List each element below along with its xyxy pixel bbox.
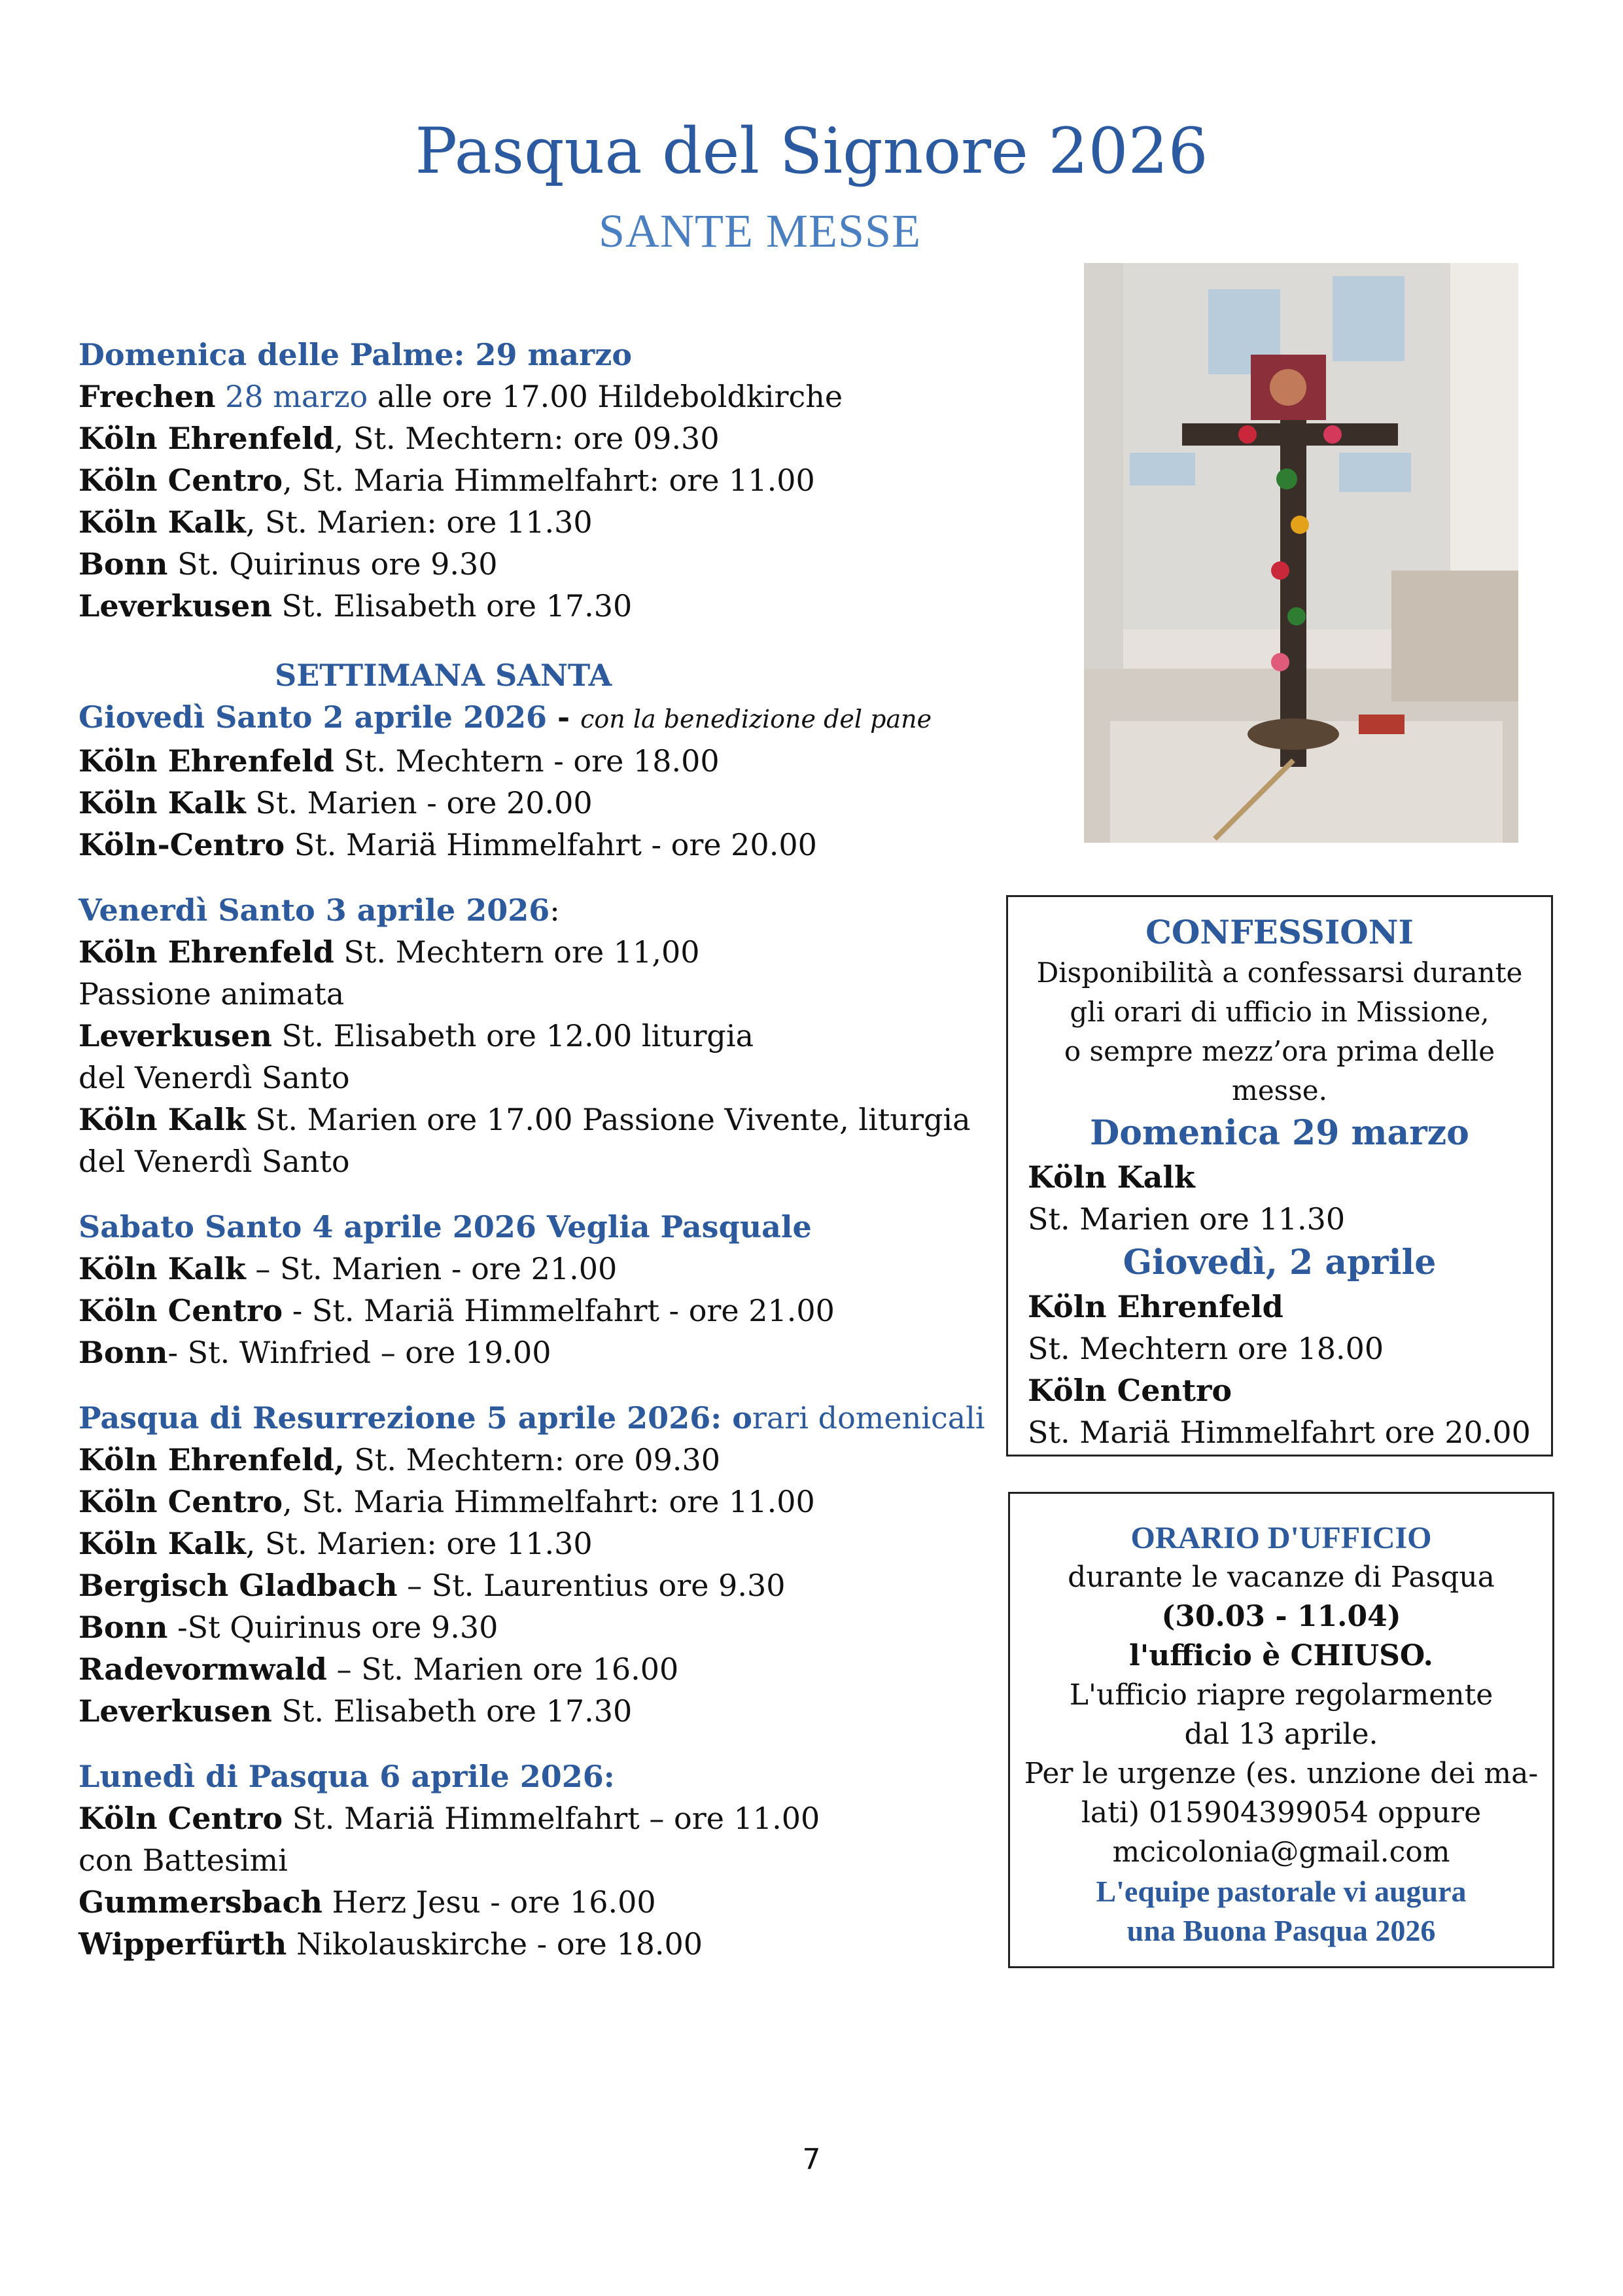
list-item: Bonn -St Quirinus ore 9.30 — [79, 1610, 498, 1645]
ufficio-greeting: L'equipe pastorale vi augura — [1096, 1875, 1467, 1908]
confessioni-detail: St. Mariä Himmelfahrt ore 20.00 — [1028, 1415, 1531, 1450]
list-item: del Venerdì Santo — [79, 1144, 350, 1179]
list-item: Bergisch Gladbach – St. Laurentius ore 9.30 — [79, 1568, 786, 1603]
confessioni-detail: St. Mechtern ore 18.00 — [1028, 1331, 1384, 1366]
confessioni-text: gli orari di ufficio in Missione, — [1070, 996, 1490, 1028]
page-number: 7 — [802, 2143, 821, 2176]
ufficio-text: Per le urgenze (es. unzione dei ma- — [1024, 1757, 1539, 1790]
confessioni-text: Disponibilità a confessarsi durante — [1036, 957, 1523, 989]
confessioni-box — [1006, 895, 1553, 1457]
confessioni-heading: CONFESSIONI — [1145, 913, 1414, 951]
list-item: Köln Kalk St. Marien ore 17.00 Passione Vivente, liturgia — [79, 1102, 971, 1137]
list-item: Köln Ehrenfeld St. Mechtern - ore 18.00 — [79, 743, 720, 779]
list-item: Köln Kalk, St. Marien: ore 11.30 — [79, 1526, 593, 1561]
confessioni-date: Giovedì, 2 aprile — [1123, 1243, 1437, 1282]
venerdi-heading: Venerdì Santo 3 aprile 2026: — [79, 892, 560, 928]
confessioni-text: o sempre mezz’ora prima delle — [1064, 1035, 1495, 1067]
list-item: Köln Centro St. Mariä Himmelfahrt – ore 11.00 — [79, 1801, 820, 1836]
church-cross-image — [1084, 263, 1518, 843]
list-item: Leverkusen St. Elisabeth ore 12.00 liturgia — [79, 1018, 754, 1053]
sabato-heading: Sabato Santo 4 aprile 2026 Veglia Pasquale — [79, 1209, 812, 1245]
ufficio-text: L'ufficio riapre regolarmente — [1069, 1678, 1493, 1712]
orario-ufficio-box — [1008, 1492, 1554, 1968]
list-item: Bonn- St. Winfried – ore 19.00 — [79, 1335, 551, 1370]
list-item: Wipperfürth Nikolauskirche - ore 18.00 — [79, 1926, 703, 1962]
confessioni-place: Köln Ehrenfeld — [1028, 1289, 1283, 1324]
confessioni-place: Köln Kalk — [1028, 1159, 1195, 1195]
ufficio-closed: l'ufficio è CHIUSO. — [1129, 1639, 1433, 1672]
page-subtitle: SANTE MESSE — [599, 205, 922, 257]
list-item: Bonn St. Quirinus ore 9.30 — [79, 546, 498, 582]
mass-schedule — [79, 334, 1007, 1965]
palme-heading: Domenica delle Palme: 29 marzo — [79, 337, 633, 372]
list-item: Köln Centro, St. Maria Himmelfahrt: ore 11.00 — [79, 463, 815, 498]
list-item: Köln Centro - St. Mariä Himmelfahrt - ore 21.00 — [79, 1293, 835, 1328]
list-item: Köln Kalk St. Marien - ore 20.00 — [79, 785, 593, 821]
ufficio-email: mcicolonia@gmail.com — [1112, 1835, 1450, 1869]
ufficio-heading: ORARIO D'UFFICIO — [1130, 1521, 1432, 1555]
list-item: Leverkusen St. Elisabeth ore 17.30 — [79, 1693, 633, 1729]
pasqua-heading: Pasqua di Resurrezione 5 aprile 2026: orari domenicali — [79, 1400, 985, 1436]
list-item: Passione animata — [79, 976, 345, 1012]
church-cross-photo — [1084, 263, 1518, 843]
ufficio-greeting: una Buona Pasqua 2026 — [1126, 1914, 1436, 1947]
confessioni-text: messe. — [1232, 1074, 1327, 1106]
ufficio-dates: (30.03 - 11.04) — [1161, 1600, 1401, 1633]
lunedi-heading: Lunedì di Pasqua 6 aprile 2026: — [79, 1759, 615, 1794]
list-item: Köln Ehrenfeld St. Mechtern ore 11,00 — [79, 934, 700, 970]
ufficio-text: durante le vacanze di Pasqua — [1068, 1561, 1495, 1594]
list-item: con Battesimi — [79, 1843, 288, 1878]
confessioni-place: Köln Centro — [1028, 1373, 1232, 1408]
list-item: del Venerdì Santo — [79, 1060, 350, 1095]
list-item: Köln Ehrenfeld, St. Mechtern: ore 09.30 — [79, 1442, 720, 1477]
list-item: Köln-Centro St. Mariä Himmelfahrt - ore 20.00 — [79, 827, 817, 862]
confessioni-date: Domenica 29 marzo — [1090, 1113, 1469, 1153]
settimana-santa-heading: SETTIMANA SANTA — [275, 658, 612, 693]
giovedi-heading: Giovedì Santo 2 aprile 2026 - con la benedizione del pane — [79, 699, 932, 735]
list-item: Köln Kalk, St. Marien: ore 11.30 — [79, 504, 593, 540]
list-item: Leverkusen St. Elisabeth ore 17.30 — [79, 588, 633, 624]
ufficio-text: dal 13 aprile. — [1184, 1718, 1378, 1751]
list-item: Gummersbach Herz Jesu - ore 16.00 — [79, 1884, 656, 1920]
ufficio-phone: lati) 015904399054 oppure — [1081, 1796, 1482, 1829]
list-item: Frechen 28 marzo alle ore 17.00 Hildeboldkirche — [79, 379, 843, 414]
list-item: Köln Kalk – St. Marien - ore 21.00 — [79, 1251, 618, 1286]
confessioni-detail: St. Marien ore 11.30 — [1028, 1201, 1346, 1237]
list-item: Köln Centro, St. Maria Himmelfahrt: ore 11.00 — [79, 1484, 815, 1519]
list-item: Radevormwald – St. Marien ore 16.00 — [79, 1651, 679, 1687]
page-title: Pasqua del Signore 2026 — [415, 115, 1208, 188]
list-item: Köln Ehrenfeld, St. Mechtern: ore 09.30 — [79, 421, 720, 456]
